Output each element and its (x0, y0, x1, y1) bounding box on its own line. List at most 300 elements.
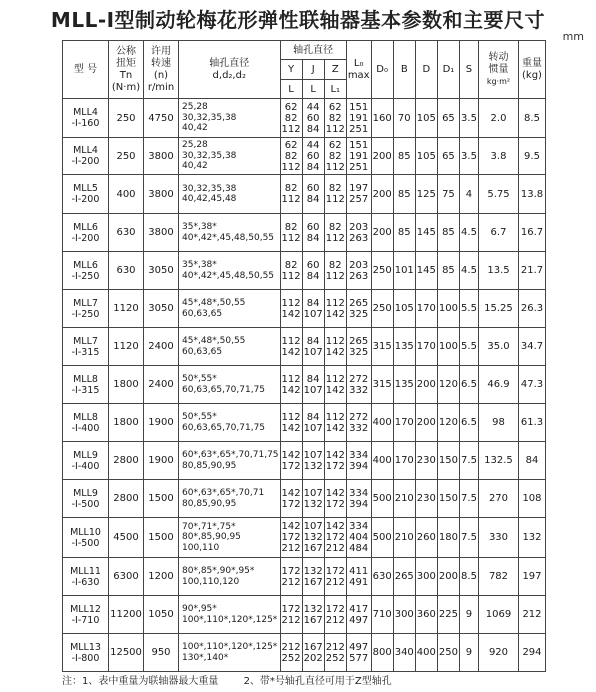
cell-d: 145 (415, 252, 437, 290)
z-value: 212 (325, 576, 345, 588)
cell-b: 135 (393, 366, 415, 404)
cell-b: 340 (393, 634, 415, 672)
model-line: -I-315 (71, 346, 100, 358)
cell-s: 3.5 (459, 99, 478, 138)
cell-model (63, 366, 109, 404)
cell-l0 (346, 634, 371, 672)
cell-d1: 225 (437, 596, 459, 634)
cell-l0 (346, 252, 371, 290)
z-value: 142 (325, 308, 345, 320)
header-L1-Z: L₁ (324, 80, 346, 99)
j-value: 60 (306, 259, 320, 271)
cell-weight: 26.3 (518, 290, 545, 328)
cell-d0: 400 (371, 442, 393, 480)
model-line: MLL7 (73, 335, 98, 347)
z-value: 62 (328, 139, 342, 151)
cell-d: 260 (415, 518, 437, 558)
cell-z (324, 290, 346, 328)
l0-value: 191 (349, 150, 369, 162)
cell-s: 8.5 (459, 558, 478, 596)
cell-j (302, 404, 324, 442)
model-line: -I-500 (71, 537, 100, 549)
y-value: 142 (281, 346, 301, 358)
cell-d0: 800 (371, 634, 393, 672)
cell-inertia: 330 (478, 518, 518, 558)
header-speed-line3: (n) (153, 69, 169, 81)
z-value: 172 (325, 565, 345, 577)
cell-d1: 120 (437, 366, 459, 404)
cell-y (280, 328, 302, 366)
model-line: MLL6 (73, 221, 98, 233)
cell-j (302, 518, 324, 558)
cell-d1: 75 (437, 175, 459, 214)
l0-value: 257 (349, 194, 369, 205)
z-value: 212 (325, 614, 345, 626)
y-value: 142 (281, 487, 301, 499)
bore-line: 25,28 (182, 102, 208, 113)
header-D1: D₁ (437, 41, 459, 99)
bore-line: 100*,110*,120*,125* (182, 642, 278, 652)
j-value: 107 (303, 449, 323, 461)
cell-inertia: 1069 (478, 596, 518, 634)
cell-model (63, 138, 109, 175)
j-value: 84 (306, 232, 320, 244)
cell-torque: 2800 (109, 480, 144, 518)
cell-inertia: 13.5 (478, 252, 518, 290)
z-value: 112 (325, 194, 345, 205)
cell-speed: 3050 (144, 252, 179, 290)
cell-inertia: 3.8 (478, 138, 518, 175)
table-row (63, 138, 546, 175)
cell-s: 7.5 (459, 480, 478, 518)
bore-line: 45*,48*,50,55 (182, 336, 246, 346)
model-line: MLL4 (73, 145, 98, 156)
y-value: 212 (281, 576, 301, 588)
cell-torque: 630 (109, 252, 144, 290)
cell-bores (179, 596, 281, 634)
l0-value: 265 (349, 335, 369, 347)
z-value: 212 (325, 543, 345, 554)
j-value: 107 (303, 346, 323, 358)
j-value: 60 (306, 221, 320, 233)
cell-d: 170 (415, 328, 437, 366)
j-value: 202 (303, 652, 323, 664)
cell-z (324, 328, 346, 366)
header-L0-line1: L₀ (353, 57, 364, 69)
cell-inertia: 270 (478, 480, 518, 518)
bore-line: 130*,140* (182, 652, 229, 663)
cell-torque: 11200 (109, 596, 144, 634)
cell-s: 4.5 (459, 214, 478, 252)
cell-d1: 85 (437, 252, 459, 290)
bore-line: 80,85,90,95 (182, 498, 237, 509)
cell-j (302, 558, 324, 596)
cell-s: 5.5 (459, 290, 478, 328)
y-value: 112 (281, 194, 301, 205)
cell-torque: 1800 (109, 366, 144, 404)
model-line: -I-710 (71, 614, 100, 626)
y-value: 82 (284, 150, 298, 162)
z-value: 172 (325, 460, 345, 472)
z-value: 252 (325, 652, 345, 664)
header-J: J (302, 60, 324, 80)
cell-d0: 315 (371, 328, 393, 366)
z-value: 142 (325, 422, 345, 434)
cell-inertia: 35.0 (478, 328, 518, 366)
table-row (63, 480, 546, 518)
y-value: 172 (281, 460, 301, 472)
model-line: MLL8 (73, 373, 98, 385)
l0-value: 332 (349, 384, 369, 396)
cell-z (324, 634, 346, 672)
cell-b: 210 (393, 518, 415, 558)
header-length-group: 轴孔直径 (280, 41, 346, 60)
table-row (63, 558, 546, 596)
cell-s: 4.5 (459, 252, 478, 290)
cell-weight: 21.7 (518, 252, 545, 290)
cell-inertia: 132.5 (478, 442, 518, 480)
cell-d0: 250 (371, 290, 393, 328)
cell-inertia: 920 (478, 634, 518, 672)
notes (62, 672, 414, 687)
cell-d0: 200 (371, 175, 393, 214)
header-inertia (478, 41, 518, 99)
l0-value: 191 (349, 112, 369, 124)
page-title: MLL-I型制动轮梅花形弹性联轴器基本参数和主要尺寸 (50, 8, 546, 32)
cell-speed: 2400 (144, 328, 179, 366)
cell-y (280, 596, 302, 634)
header-torque (109, 41, 144, 99)
header-weight (518, 41, 545, 99)
cell-d: 200 (415, 404, 437, 442)
cell-model (63, 442, 109, 480)
cell-speed: 1500 (144, 518, 179, 558)
cell-d: 200 (415, 366, 437, 404)
cell-bores (179, 175, 281, 214)
cell-l0 (346, 328, 371, 366)
cell-l0 (346, 138, 371, 175)
cell-d1: 85 (437, 214, 459, 252)
z-value: 112 (325, 373, 345, 385)
y-value: 142 (281, 384, 301, 396)
cell-torque: 1120 (109, 328, 144, 366)
model-line: MLL8 (73, 411, 98, 423)
cell-inertia: 782 (478, 558, 518, 596)
y-value: 62 (284, 101, 298, 113)
model-line: -I-315 (71, 384, 100, 396)
bore-line: 30,32,35,38 (182, 183, 237, 194)
cell-weight: 294 (518, 634, 545, 672)
l0-value: 325 (349, 308, 369, 320)
l0-value: 394 (349, 498, 369, 510)
y-value: 172 (281, 565, 301, 577)
spec-table (62, 40, 546, 672)
j-value: 84 (306, 297, 320, 309)
bore-line: 40*,42*,45,48,50,55 (182, 232, 275, 243)
table-row (63, 442, 546, 480)
l0-value: 151 (349, 139, 369, 151)
z-value: 112 (325, 411, 345, 423)
header-L-J: L (302, 80, 324, 99)
z-value: 112 (325, 297, 345, 309)
cell-bores (179, 99, 281, 138)
header-inertia-line2: 惯量 (488, 63, 509, 75)
table-row (63, 404, 546, 442)
y-value: 82 (284, 221, 298, 233)
cell-model (63, 480, 109, 518)
j-value: 84 (306, 194, 320, 205)
header-weight-line1: 重量 (521, 57, 542, 69)
bore-line: 70*,71*,75* (182, 521, 236, 532)
cell-inertia: 2.0 (478, 99, 518, 138)
l0-value: 272 (349, 411, 369, 423)
cell-model (63, 290, 109, 328)
cell-z (324, 442, 346, 480)
cell-weight: 13.8 (518, 175, 545, 214)
cell-y (280, 558, 302, 596)
l0-value: 272 (349, 373, 369, 385)
table-row (63, 328, 546, 366)
cell-weight: 8.5 (518, 99, 545, 138)
cell-bores (179, 480, 281, 518)
table-body (63, 99, 546, 672)
j-value: 107 (303, 384, 323, 396)
cell-l0 (346, 558, 371, 596)
y-value: 112 (281, 411, 301, 423)
bore-line: 25,28 (182, 140, 208, 151)
model-line: -I-200 (71, 156, 100, 167)
cell-d: 145 (415, 214, 437, 252)
header-D: D (415, 41, 437, 99)
z-value: 142 (325, 384, 345, 396)
cell-d0: 500 (371, 518, 393, 558)
model-line: MLL9 (73, 487, 98, 499)
cell-j (302, 138, 324, 175)
j-value: 132 (303, 565, 323, 577)
bore-line: 90*,95* (182, 604, 217, 614)
cell-d0: 200 (371, 138, 393, 175)
y-value: 212 (281, 543, 301, 554)
header-Z: Z (324, 60, 346, 80)
j-value: 107 (303, 308, 323, 320)
cell-d0: 710 (371, 596, 393, 634)
cell-y (280, 404, 302, 442)
cell-torque: 250 (109, 138, 144, 175)
cell-z (324, 99, 346, 138)
cell-weight: 47.3 (518, 366, 545, 404)
cell-bores (179, 290, 281, 328)
cell-l0 (346, 290, 371, 328)
cell-s: 3.5 (459, 138, 478, 175)
bore-line: 80,85,90,95 (182, 460, 237, 471)
j-value: 84 (306, 335, 320, 347)
header-Y: Y (280, 60, 302, 80)
cell-z (324, 404, 346, 442)
j-value: 84 (306, 123, 320, 135)
l0-value: 325 (349, 346, 369, 358)
cell-y (280, 252, 302, 290)
cell-d1: 150 (437, 480, 459, 518)
cell-torque: 1800 (109, 404, 144, 442)
cell-z (324, 175, 346, 214)
cell-speed: 1050 (144, 596, 179, 634)
cell-j (302, 596, 324, 634)
z-value: 112 (325, 335, 345, 347)
l0-value: 394 (349, 460, 369, 472)
model-line: -I-200 (71, 194, 100, 205)
z-value: 142 (325, 346, 345, 358)
cell-d: 105 (415, 99, 437, 138)
cell-speed: 3050 (144, 290, 179, 328)
cell-l0 (346, 175, 371, 214)
cell-y (280, 518, 302, 558)
cell-s: 4 (459, 175, 478, 214)
cell-b: 101 (393, 252, 415, 290)
l0-value: 484 (349, 543, 369, 554)
cell-d1: 200 (437, 558, 459, 596)
l0-value: 263 (349, 232, 369, 244)
unit-label: mm (562, 30, 584, 43)
l0-value: 265 (349, 297, 369, 309)
cell-bores (179, 366, 281, 404)
z-value: 172 (325, 498, 345, 510)
cell-speed: 3800 (144, 138, 179, 175)
z-value: 112 (325, 232, 345, 244)
header-weight-line2: (kg) (522, 69, 542, 81)
y-value: 172 (281, 532, 301, 543)
cell-d: 300 (415, 558, 437, 596)
l0-value: 251 (349, 123, 369, 135)
cell-y (280, 634, 302, 672)
cell-model (63, 634, 109, 672)
bore-line: 100,110 (182, 542, 220, 553)
cell-torque: 630 (109, 214, 144, 252)
bore-line: 35*,38* (182, 260, 217, 270)
j-value: 132 (303, 498, 323, 510)
model-line: -I-250 (71, 270, 100, 282)
cell-s: 7.5 (459, 518, 478, 558)
model-line: MLL5 (73, 183, 98, 194)
cell-y (280, 138, 302, 175)
l0-value: 251 (349, 161, 369, 173)
cell-j (302, 328, 324, 366)
table-row (63, 290, 546, 328)
model-line: -I-400 (71, 422, 100, 434)
l0-value: 417 (349, 603, 369, 615)
cell-torque: 250 (109, 99, 144, 138)
header-L-Y: L (280, 80, 302, 99)
cell-d0: 500 (371, 480, 393, 518)
cell-l0 (346, 366, 371, 404)
cell-bores (179, 214, 281, 252)
header-torque-line2: 扭矩 (116, 57, 136, 69)
cell-b: 70 (393, 99, 415, 138)
cell-j (302, 252, 324, 290)
l0-value: 334 (349, 449, 369, 461)
cell-torque: 6300 (109, 558, 144, 596)
model-line: -I-160 (71, 118, 100, 129)
cell-torque: 12500 (109, 634, 144, 672)
y-value: 82 (284, 259, 298, 271)
cell-speed: 3800 (144, 214, 179, 252)
cell-d1: 100 (437, 290, 459, 328)
cell-z (324, 366, 346, 404)
cell-l0 (346, 596, 371, 634)
z-value: 112 (325, 123, 345, 135)
z-value: 112 (325, 270, 345, 282)
cell-weight: 84 (518, 442, 545, 480)
cell-d0: 400 (371, 404, 393, 442)
j-value: 107 (303, 487, 323, 499)
cell-model (63, 596, 109, 634)
cell-speed: 1500 (144, 480, 179, 518)
table-row (63, 252, 546, 290)
cell-weight: 212 (518, 596, 545, 634)
cell-d0: 160 (371, 99, 393, 138)
header-torque-line1: 公称 (116, 45, 136, 57)
header-bore-diameter (179, 41, 281, 99)
y-value: 212 (281, 641, 301, 653)
y-value: 112 (281, 232, 301, 244)
model-line: MLL4 (73, 107, 98, 118)
model-line: -I-500 (71, 498, 100, 510)
y-value: 112 (281, 161, 301, 173)
cell-s: 6.5 (459, 366, 478, 404)
cell-b: 85 (393, 214, 415, 252)
cell-d1: 65 (437, 99, 459, 138)
z-value: 212 (325, 641, 345, 653)
l0-value: 404 (349, 532, 369, 543)
z-value: 82 (328, 221, 342, 233)
y-value: 212 (281, 614, 301, 626)
cell-d1: 65 (437, 138, 459, 175)
cell-j (302, 175, 324, 214)
cell-weight: 16.7 (518, 214, 545, 252)
cell-y (280, 442, 302, 480)
bore-line: 60,63,65 (182, 308, 223, 319)
l0-value: 411 (349, 565, 369, 577)
cell-d: 400 (415, 634, 437, 672)
y-value: 112 (281, 335, 301, 347)
l0-value: 197 (349, 183, 369, 194)
header-bore-line1: 轴孔直径 (209, 57, 250, 69)
header-speed-line2: 转速 (151, 57, 171, 69)
cell-speed: 1200 (144, 558, 179, 596)
table-row (63, 214, 546, 252)
cell-b: 170 (393, 404, 415, 442)
z-value: 112 (325, 161, 345, 173)
j-value: 107 (303, 422, 323, 434)
y-value: 112 (281, 297, 301, 309)
header-torque-line4: (N·m) (111, 81, 141, 93)
cell-model (63, 175, 109, 214)
cell-l0 (346, 404, 371, 442)
y-value: 142 (281, 449, 301, 461)
cell-j (302, 290, 324, 328)
l0-value: 334 (349, 487, 369, 499)
l0-value: 263 (349, 270, 369, 282)
bore-line: 60,63,65 (182, 346, 223, 357)
header-L0 (346, 41, 371, 99)
cell-y (280, 175, 302, 214)
model-line: MLL13 (70, 641, 101, 653)
cell-speed: 1900 (144, 442, 179, 480)
l0-value: 497 (349, 641, 369, 653)
cell-weight: 197 (518, 558, 545, 596)
cell-s: 7.5 (459, 442, 478, 480)
z-value: 82 (328, 150, 342, 162)
cell-speed: 1900 (144, 404, 179, 442)
